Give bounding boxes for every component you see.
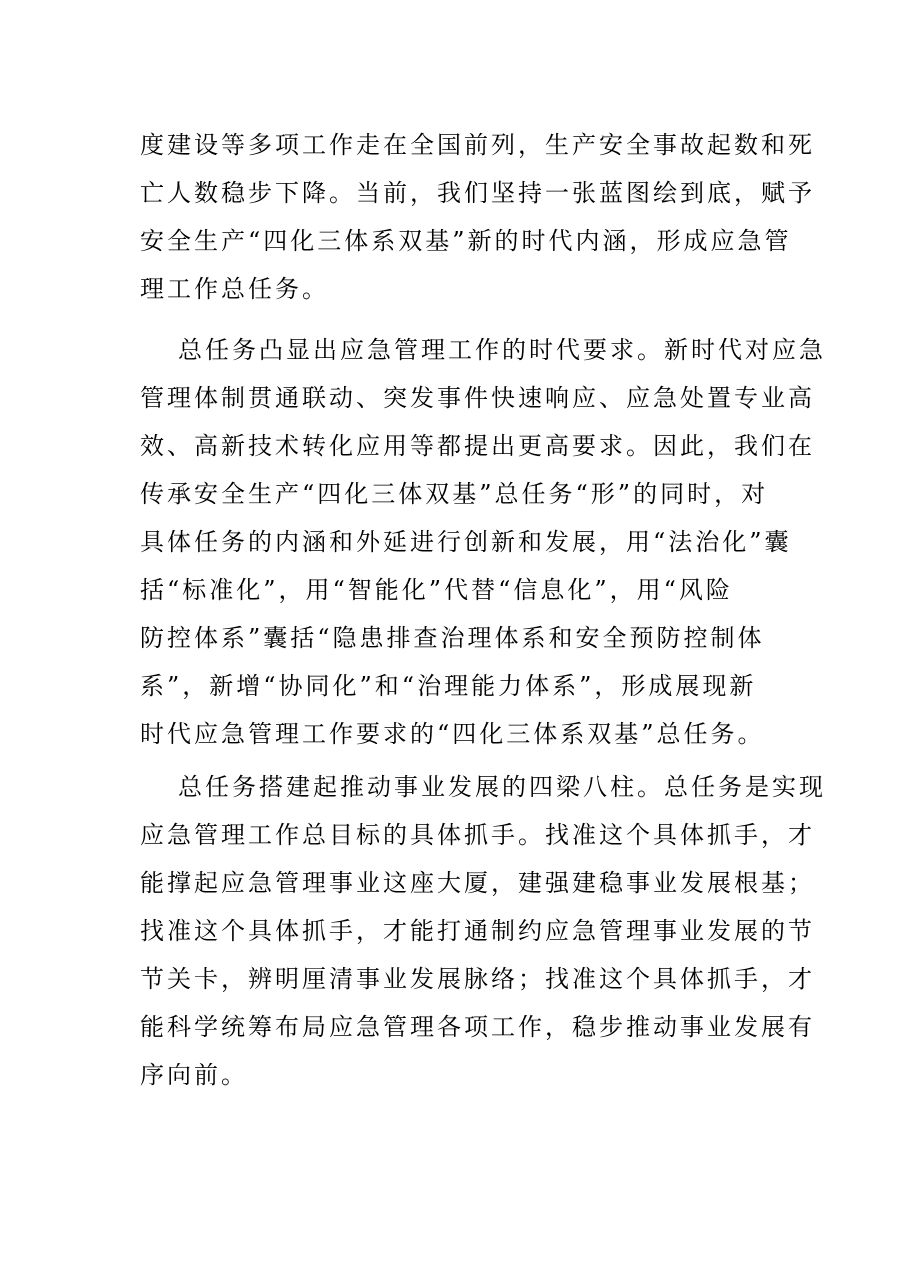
paragraph-line: 具体任务的内涵和外延进行创新和发展，用“法治化”囊 — [140, 528, 792, 556]
paragraph-line: 安全生产“四化三体系双基”新的时代内涵，形成应急管 — [140, 227, 792, 255]
paragraph-line: 找准这个具体抓手，才能打通制约应急管理事业发展的节 — [140, 917, 815, 945]
paragraph-line: 时代应急管理工作要求的“四化三体系双基”总任务。 — [140, 720, 765, 748]
paragraph-line: 应急管理工作总目标的具体抓手。找准这个具体抓手，才 — [140, 821, 815, 849]
paragraph-line: 亡人数稳步下降。当前，我们坚持一张蓝图绘到底，赋予 — [140, 179, 815, 207]
paragraph-line: 传承安全生产“四化三体双基”总任务“形”的同时，对 — [140, 480, 769, 508]
paragraph-line: 总任务搭建起推动事业发展的四梁八柱。总任务是实现 — [178, 773, 826, 801]
paragraph-line: 系”，新增“协同化”和“治理能力体系”，形成展现新 — [140, 672, 757, 700]
paragraph-line: 序向前。 — [140, 1061, 248, 1089]
paragraph-line: 度建设等多项工作走在全国前列，生产安全事故起数和死 — [140, 131, 815, 159]
paragraph-line: 能科学统筹布局应急管理各项工作，稳步推动事业发展有 — [140, 1013, 815, 1041]
paragraph-2 — [140, 326, 826, 758]
paragraph-line: 能撑起应急管理事业这座大厦，建强建稳事业发展根基； — [140, 869, 815, 897]
paragraph-line: 括“标准化”，用“智能化”代替“信息化”，用“风险 — [140, 576, 733, 604]
paragraph-1 — [140, 121, 815, 313]
paragraph-line: 防控体系”囊括“隐患排查治理体系和安全预防控制体 — [140, 624, 765, 652]
paragraph-line: 理工作总任务。 — [140, 275, 329, 303]
paragraph-line: 效、高新技术转化应用等都提出更高要求。因此，我们在 — [140, 432, 815, 460]
paragraph-3 — [140, 763, 826, 1099]
paragraph-line: 总任务凸显出应急管理工作的时代要求。新时代对应急 — [178, 336, 826, 364]
paragraph-line: 节关卡，辨明厘清事业发展脉络；找准这个具体抓手，才 — [140, 965, 815, 993]
paragraph-line: 管理体制贯通联动、突发事件快速响应、应急处置专业高 — [140, 384, 815, 412]
